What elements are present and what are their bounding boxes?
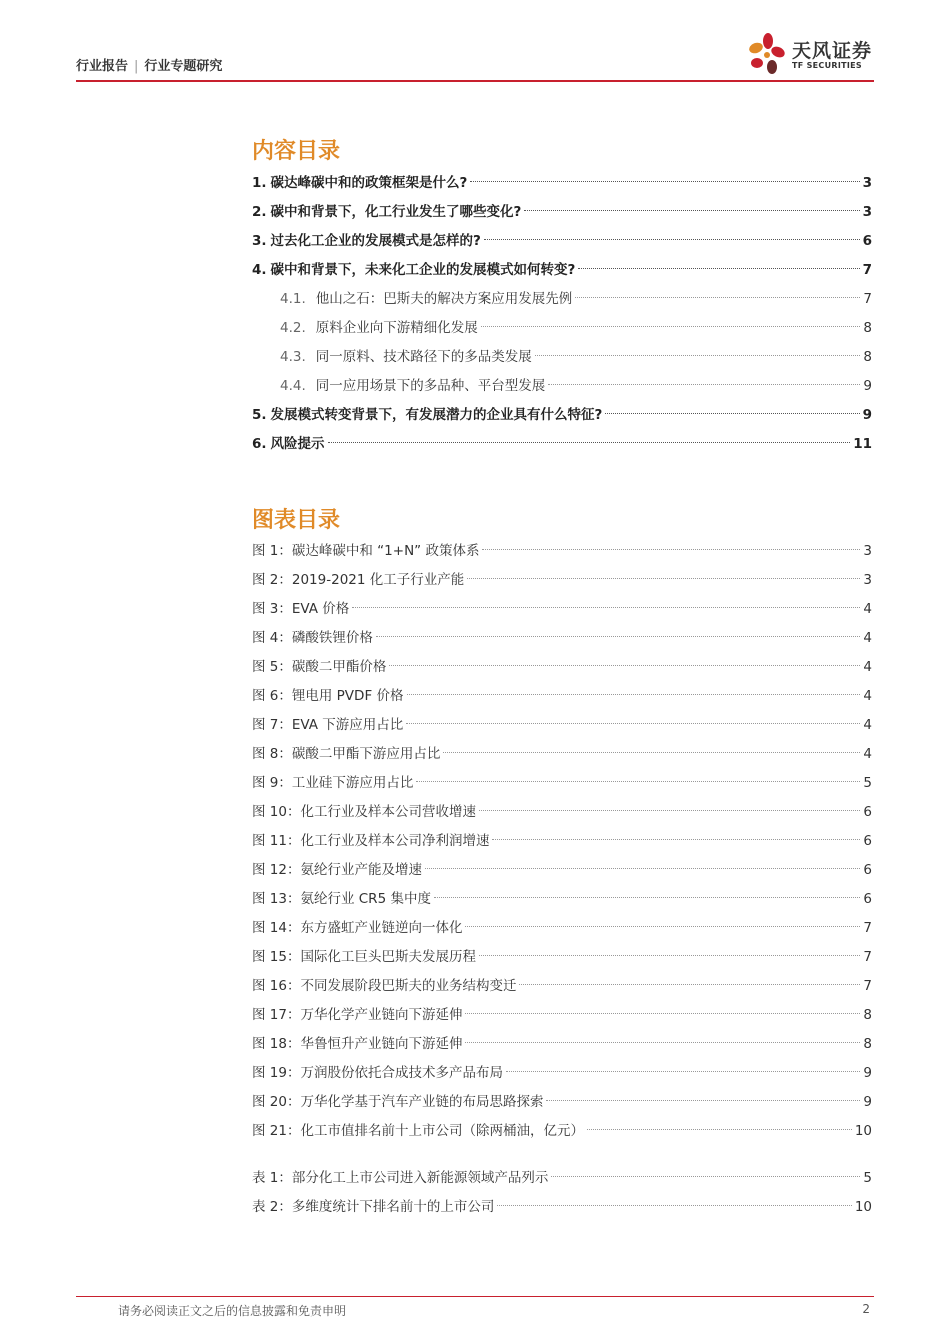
toc-entry-label: 碳中和背景下，化工行业发生了哪些变化? bbox=[270, 204, 522, 220]
dot-leader bbox=[465, 1042, 860, 1043]
toc-entry-page: 7 bbox=[863, 978, 872, 994]
toc-entry-label: 图 17：万华化学产业链向下游延伸 bbox=[252, 1007, 463, 1023]
toc-entry[interactable] bbox=[252, 1088, 872, 1117]
dot-leader bbox=[479, 955, 860, 956]
toc-entry[interactable] bbox=[252, 856, 872, 885]
toc-entry-page: 9 bbox=[863, 1065, 872, 1081]
breadcrumb-report-category: 行业专题研究 bbox=[144, 59, 223, 74]
toc-entry[interactable] bbox=[252, 682, 872, 711]
toc-entry[interactable] bbox=[252, 740, 872, 769]
toc-entry-label: 原料企业向下游精细化发展 bbox=[315, 320, 478, 336]
toc-entry-page: 7 bbox=[862, 262, 872, 278]
dot-leader bbox=[434, 897, 860, 898]
toc-entry[interactable] bbox=[252, 624, 872, 653]
toc-entry-page: 6 bbox=[863, 804, 872, 820]
figures-list bbox=[252, 537, 872, 1146]
tf-securities-logo bbox=[744, 32, 874, 78]
toc-entry-number: 4.3. bbox=[280, 349, 306, 365]
toc-entry[interactable] bbox=[252, 537, 872, 566]
toc-entry-label: 图 2：2019-2021 化工子行业产能 bbox=[252, 572, 465, 588]
dot-leader bbox=[506, 1071, 860, 1072]
dot-leader bbox=[482, 549, 860, 550]
disclaimer-text: 请务必阅读正文之后的信息披露和免责申明 bbox=[118, 1304, 347, 1318]
toc-entry[interactable] bbox=[252, 169, 872, 198]
toc-entry[interactable] bbox=[252, 198, 872, 227]
toc-entry[interactable] bbox=[252, 1059, 872, 1088]
dot-leader bbox=[497, 1205, 851, 1206]
dot-leader bbox=[352, 607, 860, 608]
toc-entry-label: 图 19：万润股份依托合成技术多产品布局 bbox=[252, 1065, 503, 1081]
toc-entry-label: 图 5：碳酸二甲酯价格 bbox=[252, 659, 387, 675]
toc-entry-label: 图 16：不同发展阶段巴斯夫的业务结构变迁 bbox=[252, 978, 517, 994]
page-header bbox=[76, 38, 874, 82]
breadcrumb-separator: | bbox=[134, 59, 139, 74]
toc-entry-page: 4 bbox=[863, 688, 872, 704]
toc-entry-label: 图 1：碳达峰碳中和 “1+N” 政策体系 bbox=[252, 543, 480, 559]
logo-english-name: TF SECURITIES bbox=[792, 61, 862, 70]
toc-entry[interactable] bbox=[252, 827, 872, 856]
toc-entry-label: 图 21：化工市值排名前十上市公司（除两桶油，亿元） bbox=[252, 1123, 584, 1139]
toc-entry-page: 6 bbox=[863, 862, 872, 878]
toc-entry-page: 3 bbox=[863, 572, 872, 588]
toc-entry-label: 图 10：化工行业及样本公司营收增速 bbox=[252, 804, 476, 820]
toc-entry-page: 5 bbox=[863, 1170, 872, 1186]
toc-entry-label: 表 1：部分化工上市公司进入新能源领域产品列示 bbox=[252, 1170, 549, 1186]
dot-leader bbox=[492, 839, 860, 840]
dot-leader bbox=[465, 926, 860, 927]
toc-entry-label: 图 15：国际化工巨头巴斯夫发展历程 bbox=[252, 949, 476, 965]
flower-logo-icon bbox=[744, 32, 790, 78]
toc-entry-number: 2. bbox=[252, 204, 267, 220]
toc-entry-label: 他山之石：巴斯夫的解决方案应用发展先例 bbox=[315, 291, 573, 307]
dot-leader bbox=[389, 665, 860, 666]
toc-entry[interactable] bbox=[252, 885, 872, 914]
tables-list bbox=[252, 1164, 872, 1222]
toc-entry-page: 11 bbox=[853, 436, 872, 452]
toc-entry[interactable] bbox=[252, 1001, 872, 1030]
dot-leader bbox=[465, 1013, 860, 1014]
dot-leader bbox=[406, 723, 860, 724]
dot-leader bbox=[519, 984, 860, 985]
toc-entry-page: 6 bbox=[863, 833, 872, 849]
toc-entry[interactable] bbox=[252, 943, 872, 972]
toc-entry-page: 3 bbox=[862, 175, 872, 191]
toc-entry-page: 3 bbox=[862, 204, 872, 220]
toc-entry[interactable] bbox=[252, 711, 872, 740]
toc-entry[interactable] bbox=[252, 914, 872, 943]
toc-entry[interactable] bbox=[252, 1030, 872, 1059]
toc-entry-number: 4.1. bbox=[280, 291, 306, 307]
toc-entry-number: 1. bbox=[252, 175, 267, 191]
toc-entry-number: 4. bbox=[252, 262, 267, 278]
dot-leader bbox=[605, 413, 859, 414]
toc-entry-label: 图 9：工业硅下游应用占比 bbox=[252, 775, 414, 791]
breadcrumb-report-type: 行业报告 bbox=[76, 59, 129, 74]
toc-entry-page: 10 bbox=[854, 1123, 872, 1139]
toc-entry-number: 4.4. bbox=[280, 378, 306, 394]
toc-entry-label: 图 3：EVA 价格 bbox=[252, 601, 350, 617]
toc-entry[interactable] bbox=[252, 256, 872, 285]
toc-entry[interactable] bbox=[252, 1164, 872, 1193]
toc-entry-label: 图 20：万华化学基于汽车产业链的布局思路探索 bbox=[252, 1094, 544, 1110]
toc-entry-label: 图 7：EVA 下游应用占比 bbox=[252, 717, 404, 733]
dot-leader bbox=[416, 781, 860, 782]
dot-leader bbox=[484, 239, 860, 240]
toc-entry-page: 5 bbox=[863, 775, 872, 791]
dot-leader bbox=[546, 1100, 860, 1101]
toc-entry-label: 碳达峰碳中和的政策框架是什么? bbox=[270, 175, 468, 191]
page-number: 2 bbox=[862, 1302, 870, 1316]
contents-title: 内容目录 bbox=[252, 139, 341, 164]
toc-entry-page: 4 bbox=[863, 746, 872, 762]
toc-entry-label: 过去化工企业的发展模式是怎样的? bbox=[270, 233, 481, 249]
dot-leader bbox=[470, 181, 859, 182]
toc-entry[interactable] bbox=[252, 798, 872, 827]
dot-leader bbox=[587, 1129, 852, 1130]
dot-leader bbox=[328, 442, 851, 443]
toc-entry-page: 4 bbox=[863, 659, 872, 675]
toc-entry-page: 4 bbox=[863, 717, 872, 733]
page-footer bbox=[76, 1296, 874, 1318]
toc-entry-label: 图 11：化工行业及样本公司净利润增速 bbox=[252, 833, 490, 849]
toc-entry-label: 同一应用场景下的多品种、平台型发展 bbox=[315, 378, 546, 394]
dot-leader bbox=[548, 384, 860, 385]
toc-entry-page: 9 bbox=[863, 378, 872, 394]
toc-entry[interactable] bbox=[252, 314, 872, 343]
toc-entry[interactable] bbox=[252, 769, 872, 798]
breadcrumb bbox=[76, 55, 222, 74]
toc-entry-page: 7 bbox=[863, 949, 872, 965]
toc-entry-label: 表 2：多维度统计下排名前十的上市公司 bbox=[252, 1199, 495, 1215]
toc-entry-page: 6 bbox=[863, 891, 872, 907]
toc-entry[interactable] bbox=[252, 227, 872, 256]
figures-title: 图表目录 bbox=[252, 508, 341, 533]
toc-entry[interactable] bbox=[252, 653, 872, 682]
toc-entry-page: 4 bbox=[863, 630, 872, 646]
toc-entry-number: 5. bbox=[252, 407, 267, 423]
toc-entry[interactable] bbox=[252, 595, 872, 624]
toc-entry-number: 6. bbox=[252, 436, 267, 452]
toc-entry-label: 图 18：华鲁恒升产业链向下游延伸 bbox=[252, 1036, 463, 1052]
toc-entry-page: 10 bbox=[854, 1199, 872, 1215]
toc-entry-label: 图 13：氨纶行业 CR5 集中度 bbox=[252, 891, 431, 907]
toc-entry[interactable] bbox=[252, 566, 872, 595]
dot-leader bbox=[578, 268, 859, 269]
toc-entry-label: 风险提示 bbox=[270, 436, 325, 452]
toc-entry-page: 3 bbox=[863, 543, 872, 559]
toc-entry-page: 9 bbox=[862, 407, 872, 423]
toc-entry[interactable] bbox=[252, 972, 872, 1001]
dot-leader bbox=[376, 636, 861, 637]
toc-entry-label: 同一原料、技术路径下的多品类发展 bbox=[315, 349, 532, 365]
toc-entry-label: 图 14：东方盛虹产业链逆向一体化 bbox=[252, 920, 463, 936]
toc-entry-page: 8 bbox=[863, 349, 872, 365]
logo-chinese-name: 天风证券 bbox=[792, 40, 873, 62]
toc-entry[interactable] bbox=[252, 372, 872, 401]
toc-entry-label: 图 6：锂电用 PVDF 价格 bbox=[252, 688, 404, 704]
toc-entry[interactable] bbox=[252, 285, 872, 314]
contents-list bbox=[252, 169, 872, 459]
dot-leader bbox=[467, 578, 860, 579]
toc-entry-page: 8 bbox=[863, 1036, 872, 1052]
toc-entry-number: 4.2. bbox=[280, 320, 306, 336]
toc-entry-label: 图 8：碳酸二甲酯下游应用占比 bbox=[252, 746, 441, 762]
toc-entry-page: 8 bbox=[863, 320, 872, 336]
dot-leader bbox=[575, 297, 860, 298]
toc-entry-page: 7 bbox=[863, 291, 872, 307]
dot-leader bbox=[535, 355, 861, 356]
dot-leader bbox=[425, 868, 860, 869]
toc-entry-page: 8 bbox=[863, 1007, 872, 1023]
dot-leader bbox=[481, 326, 861, 327]
toc-entry-page: 7 bbox=[863, 920, 872, 936]
toc-entry[interactable] bbox=[252, 1117, 872, 1146]
dot-leader bbox=[524, 210, 859, 211]
toc-entry[interactable] bbox=[252, 430, 872, 459]
dot-leader bbox=[443, 752, 860, 753]
dot-leader bbox=[551, 1176, 860, 1177]
toc-entry-label: 碳中和背景下，未来化工企业的发展模式如何转变? bbox=[270, 262, 576, 278]
toc-entry-number: 3. bbox=[252, 233, 267, 249]
toc-entry-page: 6 bbox=[862, 233, 872, 249]
toc-entry-label: 发展模式转变背景下，有发展潜力的企业具有什么特征? bbox=[270, 407, 603, 423]
toc-entry-page: 4 bbox=[863, 601, 872, 617]
dot-leader bbox=[479, 810, 860, 811]
toc-entry[interactable] bbox=[252, 1193, 872, 1222]
dot-leader bbox=[407, 694, 861, 695]
toc-entry[interactable] bbox=[252, 343, 872, 372]
toc-entry-label: 图 4：磷酸铁锂价格 bbox=[252, 630, 373, 646]
toc-entry[interactable] bbox=[252, 401, 872, 430]
toc-entry-page: 9 bbox=[863, 1094, 872, 1110]
toc-entry-label: 图 12：氨纶行业产能及增速 bbox=[252, 862, 422, 878]
